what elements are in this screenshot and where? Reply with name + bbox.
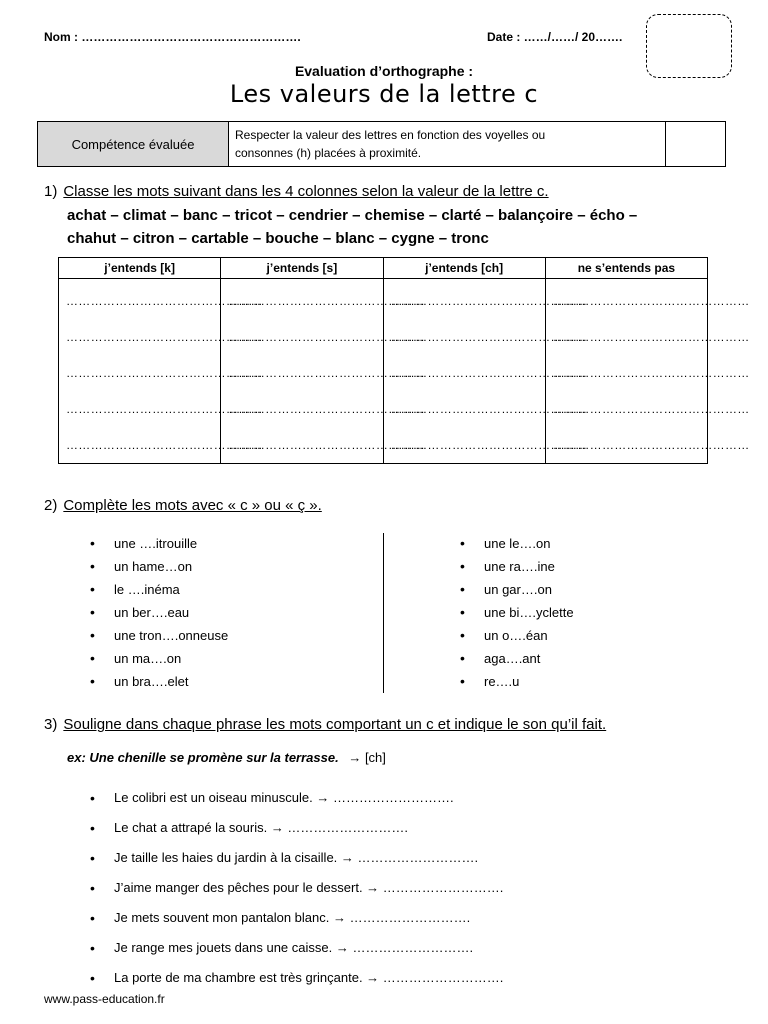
blank-line[interactable]: ………………………………………… bbox=[552, 294, 750, 308]
table-answer-row bbox=[59, 279, 708, 464]
blank-line[interactable]: ………………………………………… bbox=[66, 366, 263, 380]
example-prefix: ex: Une bbox=[67, 750, 118, 765]
list-item: • Je mets souvent mon pantalon blanc. → ………………………. bbox=[90, 903, 503, 933]
list-item: • La porte de ma chambre est très grinçante. → ………………………. bbox=[90, 963, 503, 993]
blank-line[interactable]: ………………………………………… bbox=[552, 330, 750, 344]
q1-word-list bbox=[67, 204, 637, 250]
q1-instruction: Classe les mots suivant dans les 4 colonnes selon la valeur de la lettre c. bbox=[63, 183, 549, 200]
blank-line[interactable]: ………………………………………… bbox=[390, 294, 588, 308]
competence-line-2: consonnes (h) placées à proximité. bbox=[235, 146, 422, 160]
blank-line[interactable]: ………………………………………… bbox=[228, 330, 426, 344]
list-item: • Le chat a attrapé la souris. → ………………………. bbox=[90, 813, 503, 843]
blank-line[interactable]: ………………………………………… bbox=[390, 330, 588, 344]
competence-description bbox=[229, 122, 666, 166]
list-item: • re….u bbox=[460, 670, 574, 693]
answer-column-ch[interactable] bbox=[383, 279, 588, 464]
example-underlined-word: chenille bbox=[117, 750, 166, 765]
list-item: • le ….inéma bbox=[90, 578, 228, 601]
classification-table bbox=[58, 257, 750, 464]
q1-number: 1) bbox=[44, 183, 58, 200]
q3-number: 3) bbox=[44, 716, 58, 733]
blank-line[interactable]: ………………………………………… bbox=[228, 366, 426, 380]
q3-example bbox=[67, 750, 386, 765]
q3-sentence-list bbox=[90, 783, 503, 993]
list-item: • aga….ant bbox=[460, 647, 574, 670]
blank-line[interactable]: ………………………………………… bbox=[390, 402, 588, 416]
column-header-k: j’entends [k] bbox=[59, 258, 221, 279]
list-item: • un bra….elet bbox=[90, 670, 228, 693]
q1-words-line-2: chahut – citron – cartable – bouche – blanc – cygne – tronc bbox=[67, 230, 489, 247]
answer-column-k[interactable] bbox=[59, 279, 263, 464]
list-item: • un ma….on bbox=[90, 647, 228, 670]
list-item: • un hame…on bbox=[90, 555, 228, 578]
list-item: • un o….éan bbox=[460, 624, 574, 647]
worksheet-title: Les valeurs de la lettre c bbox=[229, 80, 539, 108]
q2-left-list bbox=[90, 532, 228, 693]
competence-table bbox=[37, 121, 726, 167]
column-header-s: j’entends [s] bbox=[221, 258, 383, 279]
blank-line[interactable]: ………………………………………… bbox=[66, 330, 263, 344]
q2-right-list bbox=[460, 532, 574, 693]
list-item: • une tron….onneuse bbox=[90, 624, 228, 647]
blank-line[interactable]: ………………………………………… bbox=[552, 438, 750, 452]
list-item: • J’aime manger des pêches pour le dessert. → ………………………. bbox=[90, 873, 503, 903]
competence-label: Compétence évaluée bbox=[38, 122, 229, 166]
blank-line[interactable]: ………………………………………… bbox=[66, 402, 263, 416]
blank-line[interactable]: ………………………………………… bbox=[552, 402, 750, 416]
competence-line-1: Respecter la valeur des lettres en fonction des voyelles ou bbox=[235, 128, 546, 142]
list-item: • un ber….eau bbox=[90, 601, 228, 624]
blank-line[interactable]: ………………………………………… bbox=[66, 294, 263, 308]
q1-words-line-1: achat – climat – banc – tricot – cendrier – chemise – clarté – balançoire – écho – bbox=[67, 207, 638, 224]
blank-line[interactable]: ………………………………………… bbox=[390, 366, 588, 380]
name-field: Nom : ………………………………………………. bbox=[44, 30, 301, 44]
blank-line[interactable]: ………………………………………… bbox=[552, 366, 750, 380]
footer-website: www.pass-education.fr bbox=[44, 992, 165, 1006]
column-divider bbox=[383, 533, 384, 693]
date-field: Date : ……/……/ 20……. bbox=[487, 30, 623, 44]
blank-line[interactable]: ………………………………………… bbox=[228, 294, 426, 308]
list-item: • un gar….on bbox=[460, 578, 574, 601]
answer-column-s[interactable] bbox=[221, 279, 426, 464]
column-header-ch: j’entends [ch] bbox=[383, 258, 545, 279]
q3-title bbox=[44, 716, 606, 733]
answer-column-silent[interactable] bbox=[545, 279, 750, 464]
competence-grade-cell bbox=[666, 122, 725, 166]
example-answer: → [ch] bbox=[348, 750, 386, 765]
worksheet-subtitle: Evaluation d’orthographe : bbox=[294, 63, 474, 79]
list-item: • une ra….ine bbox=[460, 555, 574, 578]
list-item: • Je taille les haies du jardin à la cisaille. → ………………………. bbox=[90, 843, 503, 873]
list-item: • une le….on bbox=[460, 532, 574, 555]
q3-instruction: Souligne dans chaque phrase les mots comportant un c et indique le son qu’il fait. bbox=[63, 716, 607, 733]
list-item: • Je range mes jouets dans une caisse. → ………………………. bbox=[90, 933, 503, 963]
blank-line[interactable]: ………………………………………… bbox=[228, 438, 426, 452]
list-item: • Le colibri est un oiseau minuscule. → ………………………. bbox=[90, 783, 503, 813]
list-item: • une ….itrouille bbox=[90, 532, 228, 555]
q1-title bbox=[44, 183, 549, 200]
blank-line[interactable]: ………………………………………… bbox=[390, 438, 588, 452]
example-suffix: se promène sur la terrasse. bbox=[166, 750, 339, 765]
q2-title bbox=[44, 497, 322, 514]
column-header-silent: ne s’entends pas bbox=[545, 258, 707, 279]
blank-line[interactable]: ………………………………………… bbox=[66, 438, 263, 452]
q2-number: 2) bbox=[44, 497, 58, 514]
blank-line[interactable]: ………………………………………… bbox=[228, 402, 426, 416]
q2-instruction: Complète les mots avec « c » ou « ç ». bbox=[63, 497, 322, 514]
list-item: • une bi….yclette bbox=[460, 601, 574, 624]
table-header-row bbox=[59, 258, 708, 279]
